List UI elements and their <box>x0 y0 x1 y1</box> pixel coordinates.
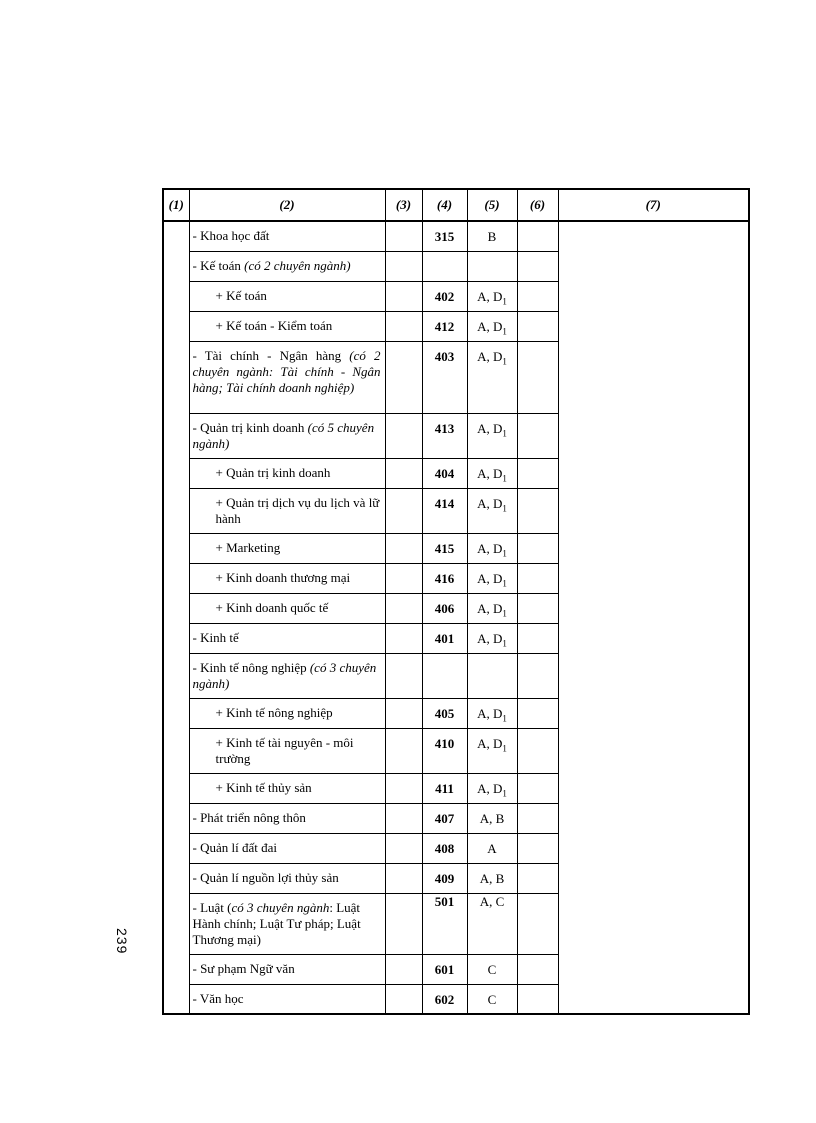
col-6-cell <box>517 698 558 728</box>
header-col-2: (2) <box>189 189 385 221</box>
col-6-cell <box>517 281 558 311</box>
major-code: 408 <box>422 833 467 863</box>
major-code: 412 <box>422 311 467 341</box>
major-name-text: + Kinh doanh thương mại <box>215 569 351 585</box>
header-col-4: (4) <box>422 189 467 221</box>
major-name-text: + Kinh tế nông nghiệp <box>215 704 333 720</box>
exam-group-subscript: 1 <box>502 743 507 754</box>
col-6-cell <box>517 803 558 833</box>
major-code: 409 <box>422 863 467 893</box>
major-name <box>189 803 385 833</box>
major-code: 405 <box>422 698 467 728</box>
major-code: 404 <box>422 458 467 488</box>
major-note: có 3 chuyên ngành <box>231 899 330 915</box>
major-code: 601 <box>422 954 467 984</box>
header-col-6: (6) <box>517 189 558 221</box>
col-6-cell <box>517 863 558 893</box>
exam-group-subscript: 1 <box>502 428 507 439</box>
col-3-cell <box>385 954 422 984</box>
major-name-text: - Luật ( <box>192 899 232 915</box>
major-code: 602 <box>422 984 467 1014</box>
exam-group-text: A <box>487 840 497 856</box>
major-name <box>189 533 385 563</box>
col-6-cell <box>517 653 558 698</box>
exam-group-subscript: 1 <box>502 713 507 724</box>
exam-group-text: C <box>487 991 497 1007</box>
major-note: (có 5 chuyên ngành) <box>192 419 375 451</box>
major-code <box>422 251 467 281</box>
col-3-cell <box>385 251 422 281</box>
exam-group-text: A, D <box>477 630 503 646</box>
major-name-text: + Kinh doanh quốc tế <box>215 599 329 615</box>
major-name <box>189 251 385 281</box>
major-name-text: + Kinh tế thủy sản <box>215 779 312 795</box>
major-code: 416 <box>422 563 467 593</box>
col-6-cell <box>517 563 558 593</box>
major-name <box>189 311 385 341</box>
col-3-cell <box>385 893 422 954</box>
admissions-table <box>162 188 750 1015</box>
col-3-cell <box>385 281 422 311</box>
major-name <box>189 728 385 773</box>
exam-group-text: A, D <box>477 570 503 586</box>
exam-group <box>467 893 517 954</box>
exam-group-subscript: 1 <box>502 788 507 799</box>
col-3-cell <box>385 773 422 803</box>
major-name-text: - Quản lí nguồn lợi thủy sản <box>192 869 339 885</box>
col-3-cell <box>385 863 422 893</box>
major-name <box>189 863 385 893</box>
major-note: (có 2 chuyên ngành) <box>244 257 351 273</box>
major-name-text: + Kế toán - Kiểm toán <box>215 317 333 333</box>
exam-group-text: A, B <box>479 810 505 826</box>
col-3-cell <box>385 533 422 563</box>
col-6-cell <box>517 221 558 251</box>
major-code: 501 <box>422 893 467 954</box>
major-name-text: + Quản trị kinh doanh <box>215 464 331 480</box>
exam-group-text: A, D <box>477 540 503 556</box>
major-code: 415 <box>422 533 467 563</box>
major-name <box>189 458 385 488</box>
col-6-cell <box>517 893 558 954</box>
col-3-cell <box>385 984 422 1014</box>
major-name <box>189 281 385 311</box>
major-code: 411 <box>422 773 467 803</box>
major-code: 402 <box>422 281 467 311</box>
exam-group <box>467 954 517 984</box>
major-name <box>189 698 385 728</box>
major-name-text: - Sư phạm Ngữ văn <box>192 960 295 976</box>
col-6-cell <box>517 593 558 623</box>
col-6-cell <box>517 341 558 413</box>
exam-group <box>467 773 517 803</box>
major-name-text: + Kinh tế tài nguyên - môi trường <box>215 734 354 766</box>
major-name-text: - Văn học <box>192 990 244 1006</box>
major-name-text: - Kinh tế <box>192 629 239 645</box>
major-name-text: - Kế toán <box>192 257 245 273</box>
col-3-cell <box>385 698 422 728</box>
exam-group-subscript: 1 <box>502 473 507 484</box>
exam-group-text: A, D <box>477 600 503 616</box>
col-6-cell <box>517 728 558 773</box>
exam-group-subscript: 1 <box>502 503 507 514</box>
exam-group <box>467 863 517 893</box>
exam-group-text: A, D <box>477 495 503 511</box>
major-name <box>189 893 385 954</box>
exam-group-subscript: 1 <box>502 608 507 619</box>
major-name <box>189 623 385 653</box>
exam-group <box>467 341 517 413</box>
major-name <box>189 341 385 413</box>
major-note: (có 3 chuyên ngành) <box>192 659 377 691</box>
major-note: (có 2 chuyên ngành: Tài chính - Ngân hàng; Tài chính doanh nghiệp) <box>192 347 381 395</box>
col-6-cell <box>517 533 558 563</box>
exam-group-subscript: 1 <box>502 356 507 367</box>
header-col-5: (5) <box>467 189 517 221</box>
major-name-text: + Quản trị dịch vụ du lịch và lữ hành <box>215 494 380 526</box>
col-6-cell <box>517 623 558 653</box>
exam-group-text: A, C <box>479 893 505 909</box>
major-name <box>189 593 385 623</box>
major-name <box>189 954 385 984</box>
exam-group <box>467 533 517 563</box>
exam-group-subscript: 1 <box>502 578 507 589</box>
exam-group-text: A, D <box>477 705 503 721</box>
major-code: 410 <box>422 728 467 773</box>
header-col-1: (1) <box>163 189 189 221</box>
header-row <box>163 189 749 221</box>
exam-group <box>467 311 517 341</box>
table-row <box>163 221 749 251</box>
exam-group-text: A, D <box>477 318 503 334</box>
exam-group <box>467 698 517 728</box>
col-6-cell <box>517 488 558 533</box>
exam-group-text: A, D <box>477 735 503 751</box>
col-3-cell <box>385 563 422 593</box>
major-name <box>189 984 385 1014</box>
col-3-cell <box>385 803 422 833</box>
col-7-cell <box>558 221 749 1014</box>
major-name-text: - Phát triển nông thôn <box>192 809 306 825</box>
col-3-cell <box>385 623 422 653</box>
col-3-cell <box>385 458 422 488</box>
exam-group-text: A, B <box>479 870 505 886</box>
exam-group-subscript: 1 <box>502 548 507 559</box>
major-name <box>189 653 385 698</box>
col-1-cell <box>163 221 189 1014</box>
major-name <box>189 488 385 533</box>
exam-group <box>467 251 517 281</box>
major-code: 407 <box>422 803 467 833</box>
major-name-text: - Quản lí đất đai <box>192 839 277 855</box>
major-code: 315 <box>422 221 467 251</box>
exam-group <box>467 623 517 653</box>
major-name-text: - Khoa học đất <box>192 228 270 243</box>
major-code: 406 <box>422 593 467 623</box>
exam-group <box>467 803 517 833</box>
col-6-cell <box>517 984 558 1014</box>
major-code: 401 <box>422 623 467 653</box>
exam-group-subscript: 1 <box>502 296 507 307</box>
col-6-cell <box>517 413 558 458</box>
exam-group-text: A, D <box>477 420 503 436</box>
exam-group-text: A, D <box>477 465 503 481</box>
exam-group <box>467 593 517 623</box>
col-3-cell <box>385 728 422 773</box>
major-code: 413 <box>422 413 467 458</box>
major-name-text: - Kinh tế nông nghiệp <box>192 659 310 675</box>
exam-group <box>467 221 517 251</box>
exam-group <box>467 563 517 593</box>
exam-group-text: A, D <box>477 780 503 796</box>
major-code: 403 <box>422 341 467 413</box>
exam-group-subscript: 1 <box>502 638 507 649</box>
col-3-cell <box>385 311 422 341</box>
exam-group-text: C <box>487 961 497 977</box>
major-code <box>422 653 467 698</box>
major-name-text: - Tài chính - Ngân hàng <box>192 347 350 363</box>
col-6-cell <box>517 773 558 803</box>
col-3-cell <box>385 413 422 458</box>
col-6-cell <box>517 833 558 863</box>
col-3-cell <box>385 341 422 413</box>
col-3-cell <box>385 221 422 251</box>
exam-group-subscript: 1 <box>502 326 507 337</box>
exam-group-text: A, D <box>477 288 503 304</box>
major-name <box>189 563 385 593</box>
header-col-7: (7) <box>558 189 749 221</box>
exam-group <box>467 281 517 311</box>
page-number: 239 <box>114 928 130 955</box>
exam-group <box>467 984 517 1014</box>
major-name <box>189 413 385 458</box>
exam-group-text: B <box>487 229 497 244</box>
exam-group <box>467 653 517 698</box>
major-name-text: + Kế toán <box>215 287 267 303</box>
col-6-cell <box>517 458 558 488</box>
major-name <box>189 773 385 803</box>
col-6-cell <box>517 311 558 341</box>
major-note-rest: : Luật Hành chính; Luật Tư pháp; Luật Thương mại) <box>192 899 361 947</box>
major-name <box>189 833 385 863</box>
exam-group <box>467 488 517 533</box>
col-3-cell <box>385 653 422 698</box>
col-3-cell <box>385 488 422 533</box>
col-6-cell <box>517 954 558 984</box>
header-col-3: (3) <box>385 189 422 221</box>
exam-group <box>467 833 517 863</box>
exam-group-text: A, D <box>477 348 503 364</box>
major-name <box>189 221 385 251</box>
exam-group <box>467 413 517 458</box>
col-3-cell <box>385 833 422 863</box>
exam-group <box>467 728 517 773</box>
exam-group <box>467 458 517 488</box>
major-name-text: - Quản trị kinh doanh <box>192 419 308 435</box>
major-code: 414 <box>422 488 467 533</box>
col-6-cell <box>517 251 558 281</box>
col-3-cell <box>385 593 422 623</box>
major-name-text: + Marketing <box>215 539 281 555</box>
